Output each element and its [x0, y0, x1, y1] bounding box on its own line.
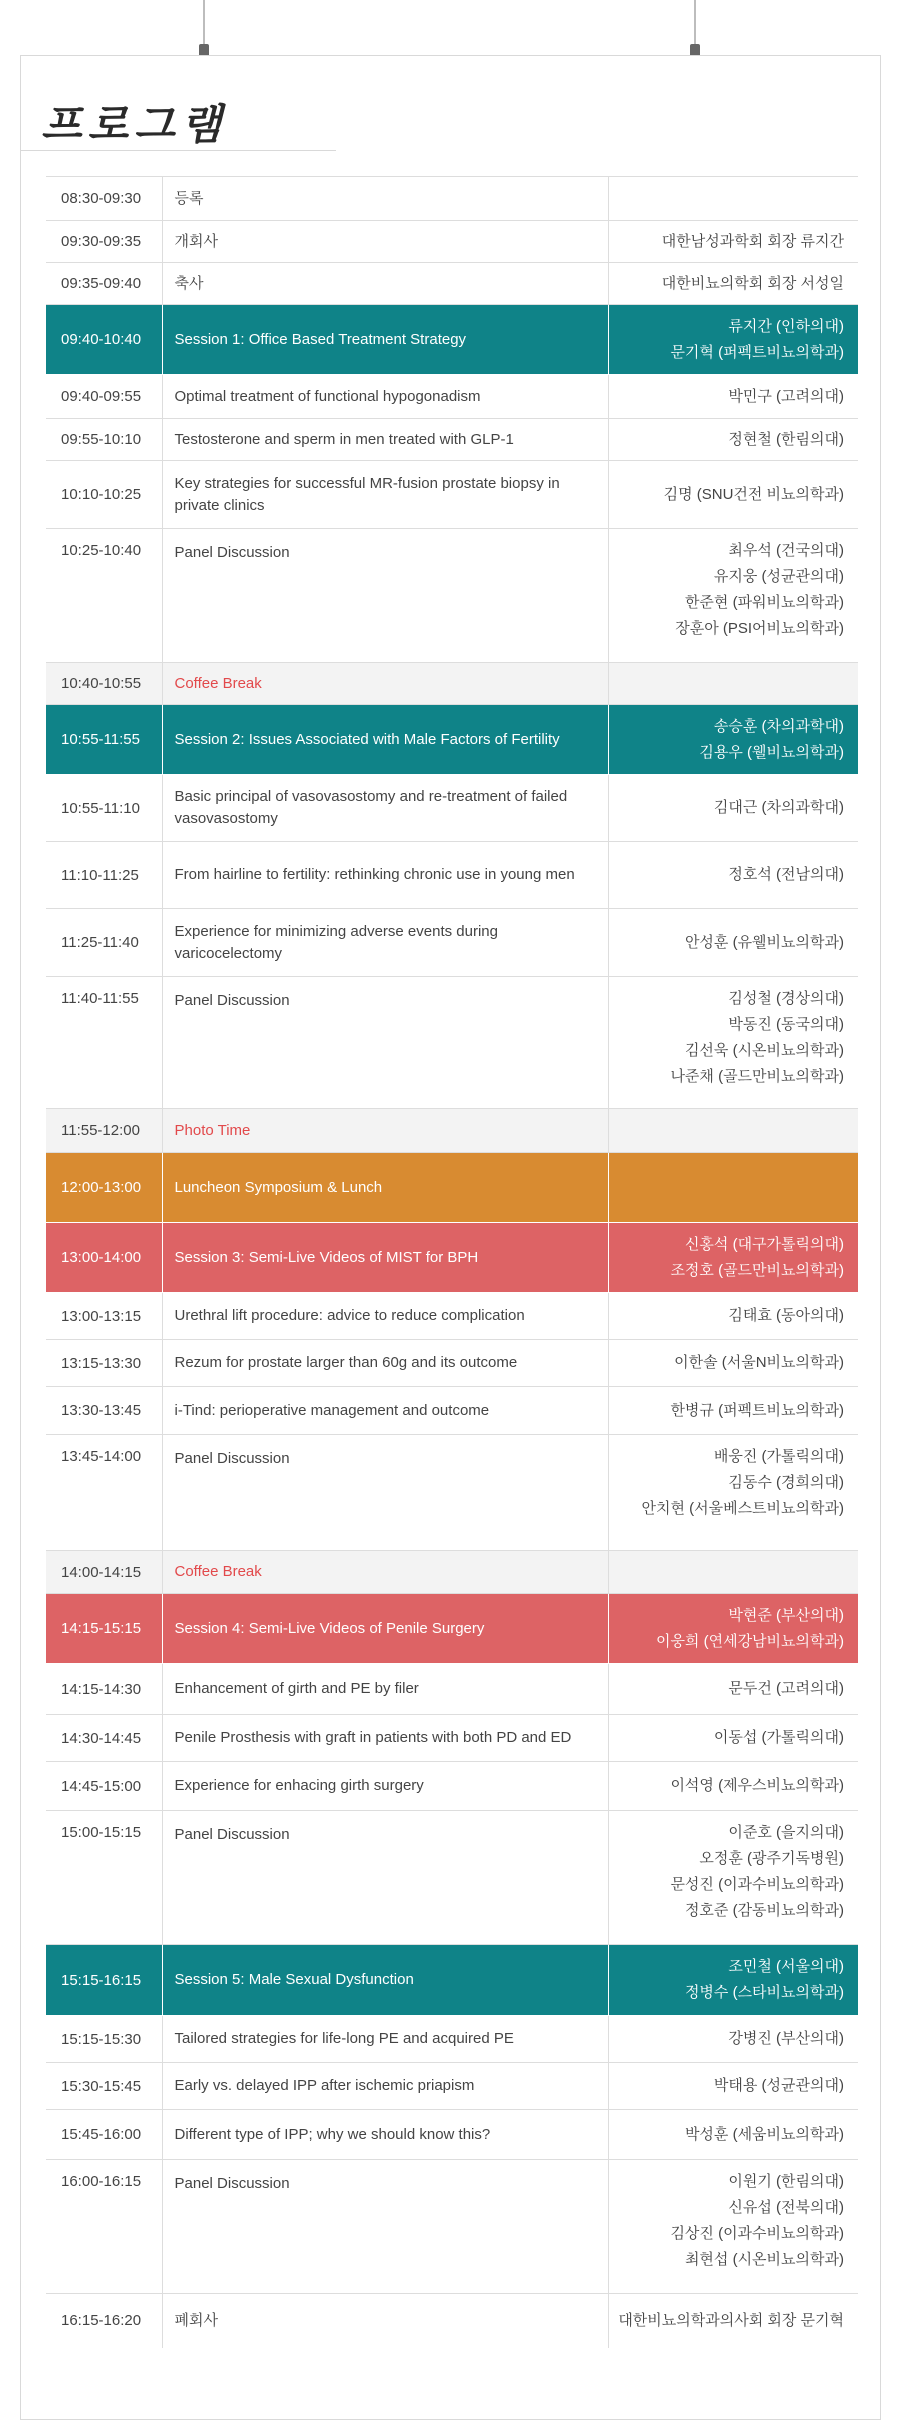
- speaker-name: 조정호 (골드만비뇨의학과): [670, 1261, 844, 1279]
- schedule-row: [46, 375, 858, 419]
- row-time: 13:45-14:00: [46, 1435, 162, 1551]
- schedule-row: [46, 909, 858, 977]
- schedule-row: [46, 663, 858, 705]
- schedule-row: [46, 1109, 858, 1153]
- row-speakers: [608, 842, 858, 909]
- row-topic: Key strategies for successful MR-fusion prostate biopsy in private clinics: [162, 461, 608, 529]
- row-speakers: [608, 305, 858, 375]
- schedule-row: [46, 2016, 858, 2063]
- speaker-name: 이한솔 (서울N비뇨의학과): [674, 1354, 844, 1371]
- speaker-name: 이준호 (을지의대): [728, 1824, 844, 1841]
- row-speakers: [608, 1293, 858, 1340]
- row-speakers: [608, 1109, 858, 1153]
- schedule-row: [46, 977, 858, 1109]
- row-speakers: [608, 177, 858, 221]
- row-topic: 등록: [162, 177, 608, 221]
- row-topic: Session 4: Semi-Live Videos of Penile Surgery: [162, 1594, 608, 1664]
- speaker-name: 배웅진 (가톨릭의대): [713, 1448, 844, 1465]
- row-topic: Panel Discussion: [162, 529, 608, 663]
- speaker-name: 김성철 (경상의대): [728, 990, 844, 1007]
- row-time: 14:30-14:45: [46, 1715, 162, 1762]
- right-hanger-wire: [694, 0, 696, 44]
- speaker-name: 강병진 (부산의대): [728, 2030, 844, 2047]
- schedule-row: [46, 2063, 858, 2110]
- program-schedule-table: [46, 176, 858, 2348]
- row-speakers: [608, 375, 858, 419]
- speaker-name: 안성훈 (유웰비뇨의학과): [684, 933, 844, 951]
- program-board: [20, 55, 881, 2420]
- row-speakers: [608, 461, 858, 529]
- row-topic: Panel Discussion: [162, 2160, 608, 2294]
- row-time: 09:30-09:35: [46, 221, 162, 263]
- row-topic: Urethral lift procedure: advice to reduce complication: [162, 1293, 608, 1340]
- row-topic: Session 5: Male Sexual Dysfunction: [162, 1945, 608, 2016]
- row-time: 13:15-13:30: [46, 1340, 162, 1387]
- row-speakers: [608, 2294, 858, 2348]
- row-speakers: [608, 1762, 858, 1811]
- row-speakers: [608, 2110, 858, 2160]
- row-topic: Panel Discussion: [162, 977, 608, 1109]
- speaker-name: 문기혁 (퍼펙트비뇨의학과): [670, 343, 844, 361]
- speaker-name: 정호준 (감동비뇨의학과): [684, 1902, 844, 1919]
- row-speakers: [608, 1945, 858, 2016]
- row-time: 10:55-11:10: [46, 775, 162, 842]
- schedule-row: [46, 2110, 858, 2160]
- schedule-row: [46, 263, 858, 305]
- row-speakers: [608, 1811, 858, 1945]
- row-topic: From hairline to fertility: rethinking chronic use in young men: [162, 842, 608, 909]
- row-topic: Experience for minimizing adverse events during varicocelectomy: [162, 909, 608, 977]
- row-speakers: [608, 2160, 858, 2294]
- speaker-name: 박동진 (동국의대): [728, 1016, 844, 1033]
- row-speakers: [608, 419, 858, 461]
- row-speakers: [608, 663, 858, 705]
- row-speakers: [608, 1715, 858, 1762]
- row-topic: Penile Prosthesis with graft in patients with both PD and ED: [162, 1715, 608, 1762]
- row-time: 11:40-11:55: [46, 977, 162, 1109]
- schedule-row: [46, 1945, 858, 2016]
- speaker-name: 오정훈 (광주기독병원): [699, 1850, 844, 1867]
- row-topic: Photo Time: [162, 1109, 608, 1153]
- speaker-name: 대한비뇨의학과의사회 회장 문기혁: [618, 2311, 844, 2329]
- speaker-name: 대한남성과학회 회장 류지간: [661, 232, 844, 250]
- row-time: 13:30-13:45: [46, 1387, 162, 1435]
- schedule-row: [46, 1715, 858, 1762]
- speaker-name: 장훈아 (PSI어비뇨의학과): [675, 620, 844, 637]
- row-topic: Session 3: Semi-Live Videos of MIST for BPH: [162, 1223, 608, 1293]
- speaker-name: 정호석 (전남의대): [728, 866, 844, 883]
- speaker-name: 한준현 (파워비뇨의학과): [684, 594, 844, 611]
- row-topic: Experience for enhacing girth surgery: [162, 1762, 608, 1811]
- row-speakers: [608, 1594, 858, 1664]
- row-speakers: [608, 705, 858, 775]
- row-time: 08:30-09:30: [46, 177, 162, 221]
- speaker-name: 정병수 (스타비뇨의학과): [684, 1984, 844, 2001]
- row-speakers: [608, 2016, 858, 2063]
- schedule-row: [46, 177, 858, 221]
- speaker-name: 이동섭 (가톨릭의대): [713, 1729, 844, 1746]
- row-time: 12:00-13:00: [46, 1153, 162, 1223]
- speaker-name: 김선욱 (시온비뇨의학과): [684, 1042, 844, 1059]
- speaker-name: 박성훈 (세움비뇨의학과): [684, 2125, 844, 2143]
- row-time: 09:35-09:40: [46, 263, 162, 305]
- row-time: 11:25-11:40: [46, 909, 162, 977]
- row-speakers: [608, 1435, 858, 1551]
- speaker-name: 문두건 (고려의대): [728, 1680, 844, 1697]
- row-time: 10:25-10:40: [46, 529, 162, 663]
- row-topic: Optimal treatment of functional hypogonadism: [162, 375, 608, 419]
- speaker-name: 유지웅 (성균관의대): [713, 568, 844, 585]
- row-topic: Tailored strategies for life-long PE and acquired PE: [162, 2016, 608, 2063]
- row-topic: Coffee Break: [162, 1551, 608, 1594]
- speaker-name: 안치현 (서울베스트비뇨의학과): [641, 1500, 844, 1517]
- speaker-name: 나준채 (골드만비뇨의학과): [670, 1068, 844, 1085]
- schedule-row: [46, 2160, 858, 2294]
- row-topic: Panel Discussion: [162, 1811, 608, 1945]
- speaker-name: 최현섭 (시온비뇨의학과): [684, 2251, 844, 2268]
- row-topic: Session 2: Issues Associated with Male Factors of Fertility: [162, 705, 608, 775]
- row-time: 14:15-14:30: [46, 1664, 162, 1715]
- row-topic: 축사: [162, 263, 608, 305]
- speaker-name: 이원기 (한림의대): [728, 2173, 844, 2190]
- row-time: 09:40-10:40: [46, 305, 162, 375]
- speaker-name: 김명 (SNU건전 비뇨의학과): [663, 485, 844, 503]
- schedule-row: [46, 221, 858, 263]
- speaker-name: 조민철 (서울의대): [728, 1958, 844, 1975]
- row-time: 13:00-13:15: [46, 1293, 162, 1340]
- speaker-name: 정현철 (한림의대): [728, 430, 844, 448]
- row-topic: Early vs. delayed IPP after ischemic priapism: [162, 2063, 608, 2110]
- row-time: 09:40-09:55: [46, 375, 162, 419]
- speaker-name: 최우석 (건국의대): [728, 542, 844, 559]
- row-time: 15:45-16:00: [46, 2110, 162, 2160]
- row-time: 15:15-16:15: [46, 1945, 162, 2016]
- speaker-name: 김태효 (동아의대): [728, 1307, 844, 1324]
- row-time: 14:45-15:00: [46, 1762, 162, 1811]
- row-time: 15:00-15:15: [46, 1811, 162, 1945]
- row-topic: Rezum for prostate larger than 60g and its outcome: [162, 1340, 608, 1387]
- row-speakers: [608, 1340, 858, 1387]
- schedule-row: [46, 705, 858, 775]
- left-hanger-wire: [203, 0, 205, 44]
- schedule-row: [46, 1664, 858, 1715]
- schedule-row: [46, 1387, 858, 1435]
- row-time: 11:55-12:00: [46, 1109, 162, 1153]
- row-speakers: [608, 1153, 858, 1223]
- row-topic: i-Tind: perioperative management and outcome: [162, 1387, 608, 1435]
- row-speakers: [608, 775, 858, 842]
- row-topic: Luncheon Symposium & Lunch: [162, 1153, 608, 1223]
- row-topic: Coffee Break: [162, 663, 608, 705]
- row-speakers: [608, 2063, 858, 2110]
- speaker-name: 김상진 (이과수비뇨의학과): [670, 2225, 844, 2242]
- speaker-name: 문성진 (이과수비뇨의학과): [670, 1876, 844, 1893]
- row-time: 15:15-15:30: [46, 2016, 162, 2063]
- page-title: 프로그램: [41, 100, 228, 149]
- row-topic: Panel Discussion: [162, 1435, 608, 1551]
- speaker-name: 김대근 (차의과학대): [713, 799, 844, 816]
- row-time: 16:15-16:20: [46, 2294, 162, 2348]
- title-block: [21, 56, 336, 151]
- speaker-name: 박태용 (성균관의대): [713, 2077, 844, 2094]
- row-topic: Basic principal of vasovasostomy and re-treatment of failed vasovasostomy: [162, 775, 608, 842]
- row-time: 14:15-15:15: [46, 1594, 162, 1664]
- row-topic: Enhancement of girth and PE by filer: [162, 1664, 608, 1715]
- row-time: 16:00-16:15: [46, 2160, 162, 2294]
- row-speakers: [608, 1551, 858, 1594]
- speaker-name: 한병규 (퍼펙트비뇨의학과): [670, 1401, 844, 1419]
- row-speakers: [608, 1387, 858, 1435]
- row-time: 13:00-14:00: [46, 1223, 162, 1293]
- schedule-row: [46, 842, 858, 909]
- schedule-body: [46, 177, 858, 2348]
- schedule-row: [46, 1223, 858, 1293]
- row-speakers: [608, 1664, 858, 1715]
- speaker-name: 대한비뇨의학회 회장 서성일: [661, 274, 844, 292]
- schedule-row: [46, 461, 858, 529]
- row-topic: Session 1: Office Based Treatment Strategy: [162, 305, 608, 375]
- schedule-row: [46, 1594, 858, 1664]
- row-time: 15:30-15:45: [46, 2063, 162, 2110]
- schedule-row: [46, 1435, 858, 1551]
- schedule-row: [46, 1551, 858, 1594]
- row-topic: 폐회사: [162, 2294, 608, 2348]
- speaker-name: 김동수 (경희의대): [728, 1474, 844, 1491]
- row-time: 14:00-14:15: [46, 1551, 162, 1594]
- schedule-row: [46, 1340, 858, 1387]
- speaker-name: 신유섭 (전북의대): [728, 2199, 844, 2216]
- speaker-name: 송승훈 (차의과학대): [713, 717, 844, 735]
- row-time: 10:40-10:55: [46, 663, 162, 705]
- row-time: 09:55-10:10: [46, 419, 162, 461]
- speaker-name: 김용우 (웰비뇨의학과): [699, 743, 844, 761]
- row-speakers: [608, 909, 858, 977]
- row-speakers: [608, 1223, 858, 1293]
- schedule-row: [46, 305, 858, 375]
- schedule-row: [46, 1811, 858, 1945]
- speaker-name: 류지간 (인하의대): [728, 317, 844, 335]
- schedule-row: [46, 419, 858, 461]
- speaker-name: 신홍석 (대구가톨릭의대): [684, 1235, 844, 1253]
- speaker-name: 이웅희 (연세강남비뇨의학과): [655, 1632, 844, 1650]
- speaker-name: 이석영 (제우스비뇨의학과): [670, 1777, 844, 1794]
- row-speakers: [608, 221, 858, 263]
- row-topic: 개회사: [162, 221, 608, 263]
- row-time: 10:10-10:25: [46, 461, 162, 529]
- schedule-row: [46, 2294, 858, 2348]
- speaker-name: 박현준 (부산의대): [728, 1606, 844, 1624]
- row-speakers: [608, 263, 858, 305]
- row-topic: Testosterone and sperm in men treated with GLP-1: [162, 419, 608, 461]
- row-speakers: [608, 977, 858, 1109]
- schedule-row: [46, 775, 858, 842]
- schedule-row: [46, 529, 858, 663]
- row-speakers: [608, 529, 858, 663]
- schedule-row: [46, 1293, 858, 1340]
- row-time: 11:10-11:25: [46, 842, 162, 909]
- speaker-name: 박민구 (고려의대): [728, 387, 844, 405]
- schedule-row: [46, 1153, 858, 1223]
- row-topic: Different type of IPP; why we should know this?: [162, 2110, 608, 2160]
- schedule-row: [46, 1762, 858, 1811]
- row-time: 10:55-11:55: [46, 705, 162, 775]
